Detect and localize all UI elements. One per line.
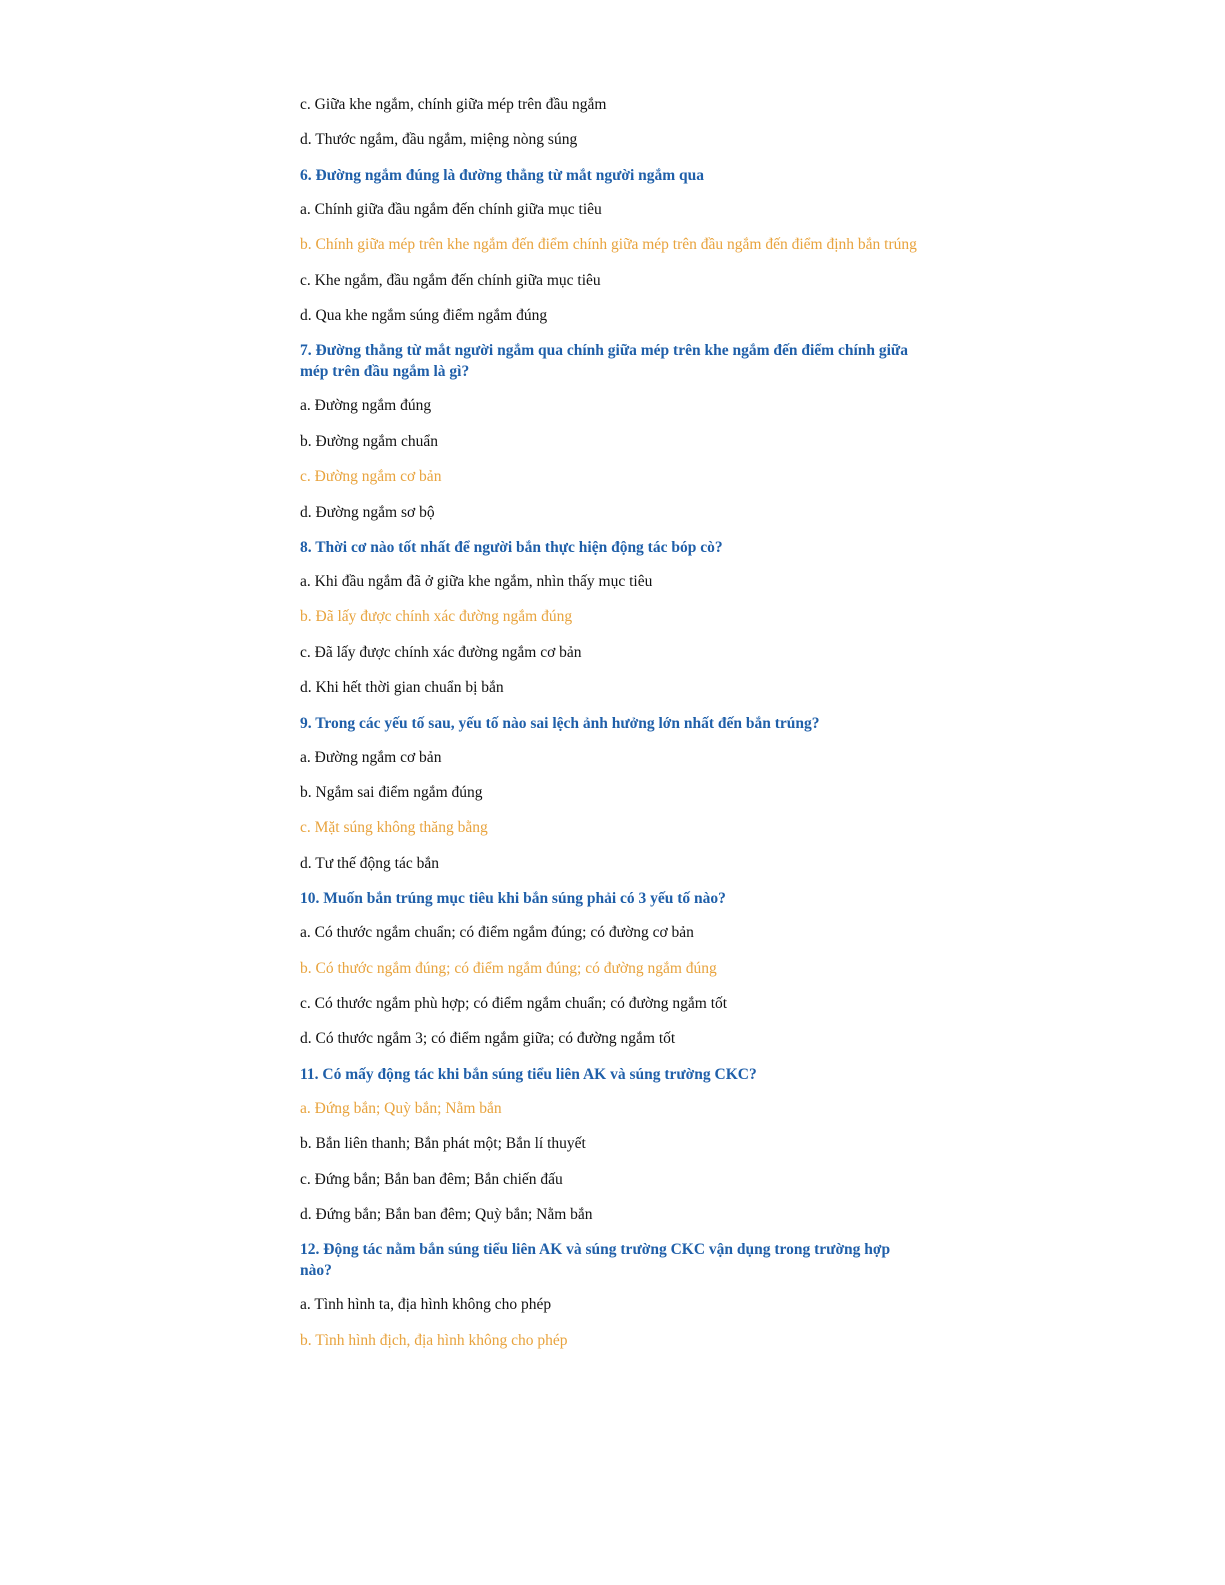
answer-option[interactable]: d. Đứng bắn; Bắn ban đêm; Quỳ bắn; Nằm bắn (300, 1206, 593, 1223)
answer-option-selected[interactable]: c. Mặt súng không thăng bằng (300, 819, 488, 837)
question-text: 12. Động tác nằm bắn súng tiểu liên AK và súng trường CKC vận dụng trong trường hợp nào? (300, 1241, 891, 1280)
question-text: 8. Thời cơ nào tốt nhất để người bắn thực hiện động tác bóp cò? (300, 538, 723, 556)
answer-option[interactable]: d. Qua khe ngắm súng điểm ngắm đúng (300, 307, 548, 325)
answer-option[interactable]: c. Đã lấy được chính xác đường ngắm cơ bản (300, 643, 582, 661)
answer-option[interactable]: a. Đường ngắm đúng (300, 397, 432, 415)
answer-option-selected[interactable]: a. Đứng bắn; Quỳ bắn; Nằm bắn (300, 1099, 502, 1117)
answer-option[interactable]: a. Tình hình ta, địa hình không cho phép (300, 1296, 552, 1314)
answer-option[interactable]: c. Có thước ngắm phù hợp; có điểm ngắm chuẩn; có đường ngắm tốt (300, 994, 728, 1012)
answer-option[interactable]: b. Bắn liên thanh; Bắn phát một; Bắn lí thuyết (300, 1135, 586, 1153)
answer-option[interactable]: c. Đứng bắn; Bắn ban đêm; Bắn chiến đấu (300, 1170, 563, 1188)
answer-option[interactable]: c. Giữa khe ngắm, chính giữa mép trên đầu ngắm (300, 96, 607, 113)
answer-option[interactable]: a. Đường ngắm cơ bản (300, 748, 442, 766)
question-text: 9. Trong các yếu tố sau, yếu tố nào sai lệch ảnh hưởng lớn nhất đến bắn trúng? (300, 714, 820, 732)
answer-option[interactable]: c. Khe ngắm, đầu ngắm đến chính giữa mục tiêu (300, 271, 601, 289)
answer-option[interactable]: a. Có thước ngắm chuẩn; có điểm ngắm đúng; có đường cơ bản (300, 924, 694, 942)
answer-option[interactable]: a. Khi đầu ngắm đã ở giữa khe ngắm, nhìn thấy mục tiêu (300, 572, 653, 590)
answer-option-selected[interactable]: b. Có thước ngắm đúng; có điểm ngắm đúng; có đường ngắm đúng (300, 959, 717, 977)
question-text: 7. Đường thẳng từ mắt người ngắm qua chính giữa mép trên khe ngắm đến điểm chính giữa mép trên đầu ngắm là gì? (300, 342, 908, 381)
question-text: 10. Muốn bắn trúng mục tiêu khi bắn súng phải có 3 yếu tố nào? (300, 890, 726, 908)
answer-option-selected[interactable]: c. Đường ngắm cơ bản (300, 468, 442, 486)
question-text: 11. Có mấy động tác khi bắn súng tiểu liên AK và súng trường CKC? (300, 1065, 757, 1083)
answer-option[interactable]: a. Chính giữa đầu ngắm đến chính giữa mục tiêu (300, 200, 602, 218)
answer-option[interactable]: d. Thước ngắm, đầu ngắm, miệng nòng súng (300, 131, 578, 149)
answer-option-selected[interactable]: b. Đã lấy được chính xác đường ngắm đúng (300, 608, 573, 626)
answer-option-selected[interactable]: b. Tình hình địch, địa hình không cho phép (300, 1331, 568, 1349)
answer-option[interactable]: d. Tư thế động tác bắn (300, 854, 439, 872)
answer-option-selected[interactable]: b. Chính giữa mép trên khe ngắm đến điểm chính giữa mép trên đầu ngắm đến điểm định bắn trúng (300, 236, 917, 254)
answer-option[interactable]: b. Ngắm sai điểm ngắm đúng (300, 783, 483, 801)
answer-option[interactable]: b. Đường ngắm chuẩn (300, 432, 438, 450)
answer-option[interactable]: d. Đường ngắm sơ bộ (300, 503, 435, 521)
answer-option[interactable]: d. Khi hết thời gian chuẩn bị bắn (300, 679, 504, 697)
question-text: 6. Đường ngắm đúng là đường thẳng từ mắt người ngắm qua (300, 166, 705, 184)
quiz-content (300, 95, 925, 1352)
answer-option[interactable]: d. Có thước ngắm 3; có điểm ngắm giữa; có đường ngắm tốt (300, 1030, 676, 1048)
